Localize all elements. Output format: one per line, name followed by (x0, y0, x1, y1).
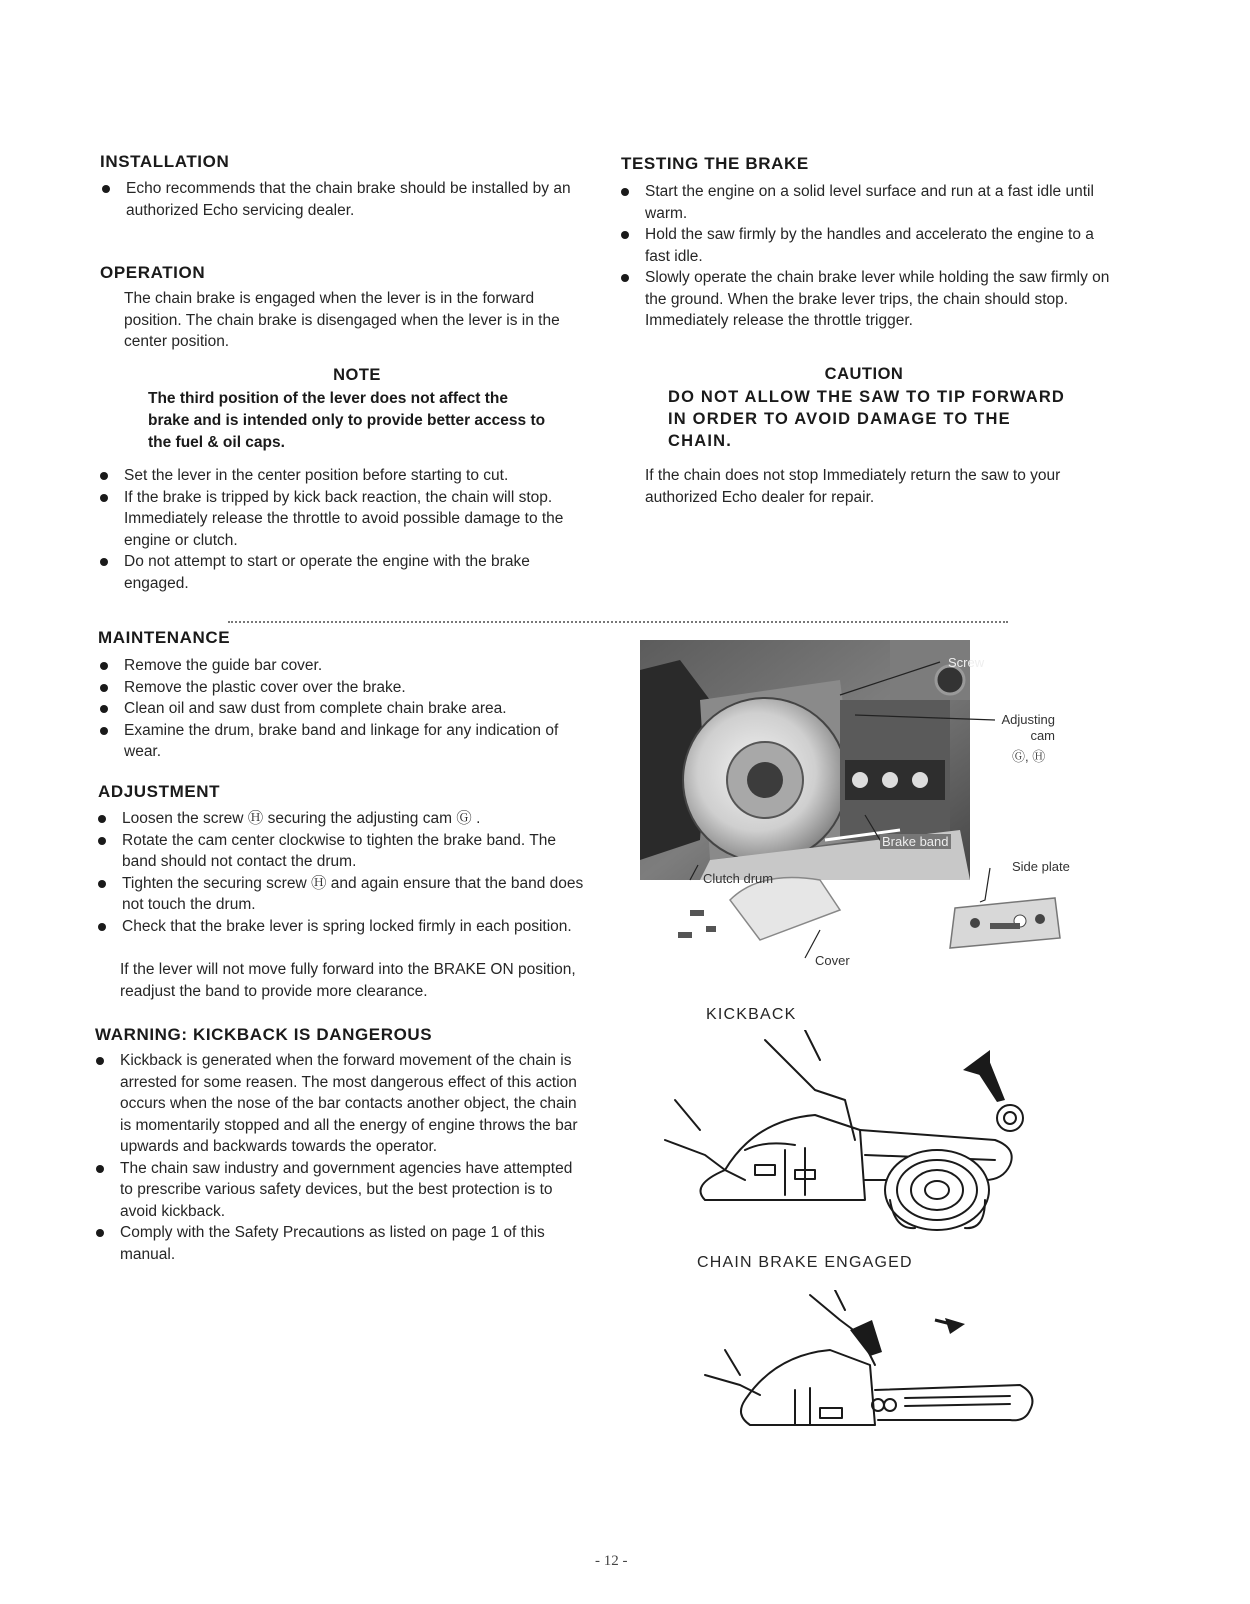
label-cover: Cover (815, 953, 850, 968)
list-item: Hold the saw firmly by the handles and accelerato the engine to a fast idle. (619, 224, 1111, 267)
kickback-illustration (645, 1030, 1045, 1240)
list-item: Kickback is generated when the forward movement of the chain is arrested for some reasen. The most dangerous effect of this action occurs when the nose of the bar contacts another object, the chain is momentarily stopped and all the energy of engine throws the bar upwards and backwards towards the operator. (94, 1050, 586, 1158)
label-screw: Screw (948, 655, 985, 670)
list-item: Loosen the screw Ⓗ securing the adjusting cam Ⓖ . (96, 808, 588, 830)
adjustment-heading: ADJUSTMENT (98, 782, 221, 801)
label-adjusting-cam: Adjusting cam (1001, 712, 1055, 743)
list-item: Start the engine on a solid level surface and run at a fast idle until warm. (619, 181, 1111, 224)
photo-leader-lines (640, 640, 1070, 980)
list-item: Tighten the securing screw Ⓗ and again ensure that the band does not touch the drum. (96, 873, 588, 916)
installation-list (100, 178, 590, 221)
list-item: Examine the drum, brake band and linkage for any indication of wear. (98, 720, 588, 763)
maintenance-heading: MAINTENANCE (98, 628, 231, 647)
testing-heading: TESTING THE BRAKE (621, 154, 809, 173)
label-brake-band: Brake band (882, 834, 949, 849)
list-item: Do not attempt to start or operate the engine with the brake engaged. (98, 551, 590, 594)
dotted-divider (228, 621, 1008, 623)
page-number: - 12 - (595, 1553, 628, 1569)
installation-heading: INSTALLATION (100, 152, 230, 171)
engaged-caption: CHAIN BRAKE ENGAGED (697, 1254, 913, 1271)
chain-brake-engaged-illustration (700, 1290, 1040, 1445)
operation-body: The chain brake is engaged when the lever is in the forward position. The chain brake is disengaged when the lever is in the center position. (124, 290, 560, 350)
list-item: Set the lever in the center position before starting to cut. (98, 465, 590, 487)
list-item: Clean oil and saw dust from complete chain brake area. (98, 698, 588, 720)
warning-list (94, 1050, 586, 1265)
list-item: Rotate the cam center clockwise to tighten the brake band. The band should not contact the drum. (96, 830, 588, 873)
caution-body: DO NOT ALLOW THE SAW TO TIP FORWARD IN ORDER TO AVOID DAMAGE TO THE CHAIN. (668, 388, 1066, 450)
list-item: Comply with the Safety Precautions as listed on page 1 of this manual. (94, 1222, 586, 1265)
label-side-plate: Side plate (1012, 859, 1070, 874)
list-item: The chain saw industry and government agencies have attempted to prescribe various safety devices, but the best protection is to avoid kickback. (94, 1158, 586, 1223)
note-title: NOTE (333, 366, 381, 384)
testing-footer: If the chain does not stop Immediately return the saw to your authorized Echo dealer for repair. (645, 467, 1061, 506)
adjustment-extra: If the lever will not move fully forward into the BRAKE ON position, readjust the band to provide more clearance. (120, 961, 576, 1000)
operation-list (98, 465, 590, 594)
list-item: Slowly operate the chain brake lever while holding the saw firmly on the ground. When the brake lever trips, the chain should stop. Immediately release the throttle trigger. (619, 267, 1111, 332)
adjustment-list (96, 808, 588, 937)
list-item: Echo recommends that the chain brake should be installed by an authorized Echo servicing dealer. (100, 178, 590, 221)
operation-heading: OPERATION (100, 263, 206, 282)
testing-list (619, 181, 1111, 332)
list-item: Remove the plastic cover over the brake. (98, 677, 588, 699)
label-cam-marks: Ⓖ, Ⓗ (1012, 749, 1046, 764)
warning-heading: WARNING: KICKBACK IS DANGEROUS (95, 1025, 433, 1044)
list-item: If the brake is tripped by kick back reaction, the chain will stop. Immediately release the throttle to avoid possible damage to the engine or clutch. (98, 487, 590, 552)
list-item: Remove the guide bar cover. (98, 655, 588, 677)
kickback-caption: KICKBACK (706, 1006, 797, 1023)
maintenance-list (98, 655, 588, 763)
label-clutch-drum: Clutch drum (703, 871, 774, 886)
list-item: Check that the brake lever is spring locked firmly in each position. (96, 916, 588, 938)
note-body: The third position of the lever does not affect the brake and is intended only to provide better access to the fuel & oil caps. (148, 390, 546, 451)
caution-title: CAUTION (824, 365, 904, 383)
